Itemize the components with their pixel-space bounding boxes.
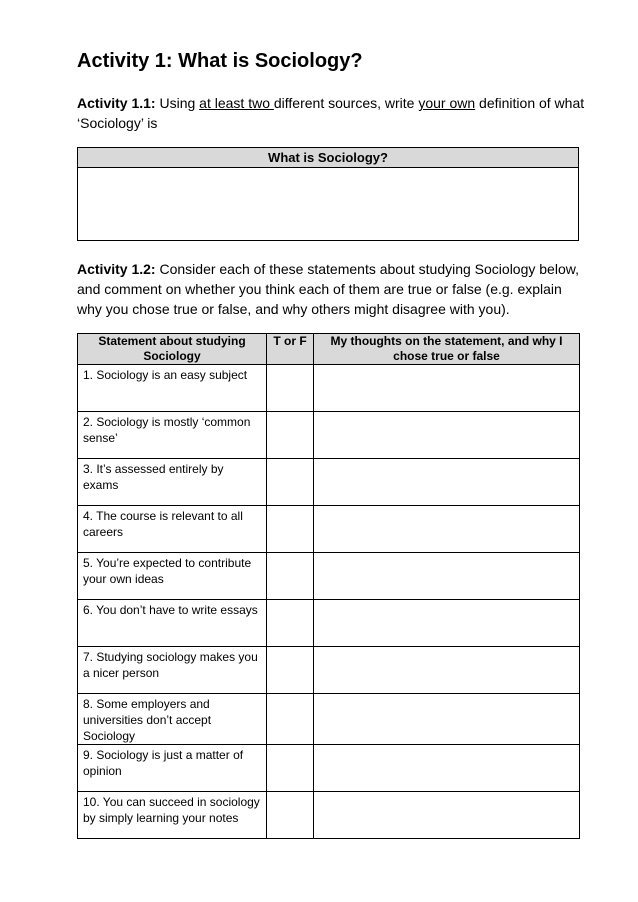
thoughts-cell[interactable]	[314, 647, 580, 694]
thoughts-cell[interactable]	[314, 694, 580, 745]
activity-1-2-label: Activity 1.2:	[77, 261, 156, 277]
thoughts-cell[interactable]	[314, 553, 580, 600]
t-or-f-cell[interactable]	[267, 459, 314, 506]
thoughts-cell[interactable]	[314, 792, 580, 839]
thoughts-cell[interactable]	[314, 745, 580, 792]
t-or-f-cell[interactable]	[267, 647, 314, 694]
column-header-t-or-f: T or F	[267, 334, 314, 365]
t-or-f-cell[interactable]	[267, 694, 314, 745]
activity-1-1-instructions	[77, 93, 587, 133]
t-or-f-cell[interactable]	[267, 365, 314, 412]
statement-cell: 3. It’s assessed entirely by exams	[78, 459, 267, 506]
column-header-statement: Statement about studying Sociology	[78, 334, 267, 365]
statement-cell: 1. Sociology is an easy subject	[78, 365, 267, 412]
instruction-text: Consider each of these statements about studying Sociology below, and comment on whether you think each of them are true or false (e.g. explain why you chose true or false, and why others might disagree with you).	[77, 261, 579, 317]
t-or-f-cell[interactable]	[267, 412, 314, 459]
table-row	[78, 694, 580, 745]
statement-cell: 8. Some employers and universities don’t accept Sociology	[78, 694, 267, 745]
t-or-f-cell[interactable]	[267, 600, 314, 647]
instruction-text: different sources, write	[273, 95, 419, 111]
statement-cell: 10. You can succeed in sociology by simply learning your notes	[78, 792, 267, 839]
thoughts-cell[interactable]	[314, 506, 580, 553]
instruction-underline: at least two	[199, 95, 274, 111]
thoughts-cell[interactable]	[314, 459, 580, 506]
t-or-f-cell[interactable]	[267, 553, 314, 600]
thoughts-cell[interactable]	[314, 412, 580, 459]
thoughts-cell[interactable]	[314, 365, 580, 412]
table-row	[78, 647, 580, 694]
statement-cell: 4. The course is relevant to all careers	[78, 506, 267, 553]
statement-cell: 6. You don’t have to write essays	[78, 600, 267, 647]
statement-cell: 7. Studying sociology makes you a nicer person	[78, 647, 267, 694]
column-header-thoughts: My thoughts on the statement, and why I chose true or false	[314, 334, 580, 365]
activity-1-2-instructions	[77, 259, 587, 319]
t-or-f-cell[interactable]	[267, 506, 314, 553]
instruction-text: Using	[155, 95, 200, 111]
statements-table	[77, 333, 580, 839]
t-or-f-cell[interactable]	[267, 792, 314, 839]
table-row	[78, 412, 580, 459]
table-row	[78, 792, 580, 839]
statement-cell: 2. Sociology is mostly ‘common sense’	[78, 412, 267, 459]
definition-box	[77, 147, 579, 241]
table-row	[78, 600, 580, 647]
table-header-row	[78, 334, 580, 365]
table-row	[78, 506, 580, 553]
table-row	[78, 459, 580, 506]
instruction-underline: your own	[418, 95, 476, 111]
thoughts-cell[interactable]	[314, 600, 580, 647]
definition-box-header: What is Sociology?	[78, 148, 578, 168]
table-row	[78, 745, 580, 792]
definition-answer-area[interactable]	[78, 168, 578, 240]
instruction-text: definition of what ‘Sociology’ is	[77, 95, 585, 131]
page-title: Activity 1: What is Sociology?	[77, 50, 363, 72]
activity-1-1-label: Activity 1.1:	[77, 95, 156, 111]
t-or-f-cell[interactable]	[267, 745, 314, 792]
statement-cell: 5. You’re expected to contribute your own ideas	[78, 553, 267, 600]
statement-cell: 9. Sociology is just a matter of opinion	[78, 745, 267, 792]
table-row	[78, 553, 580, 600]
table-row	[78, 365, 580, 412]
